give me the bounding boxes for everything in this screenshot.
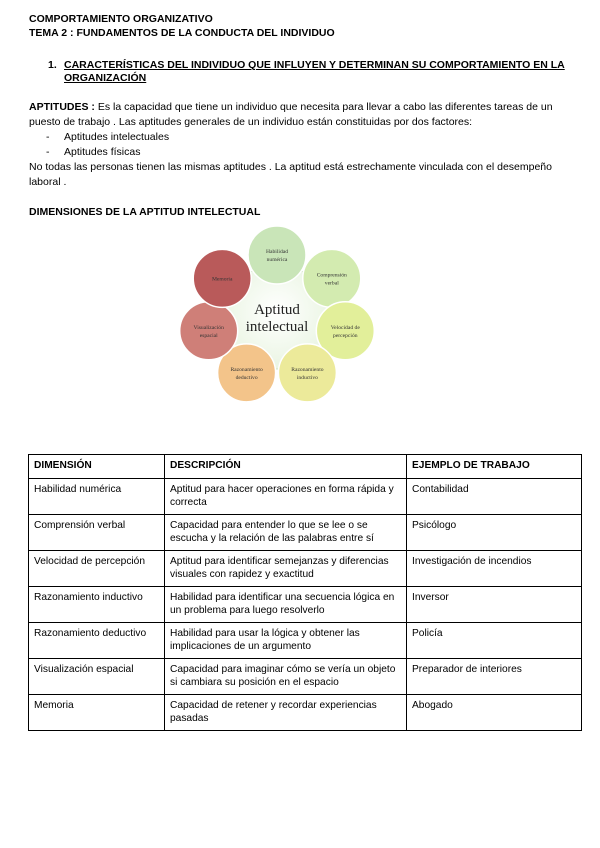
diagram-node xyxy=(180,302,238,360)
cell-example: Inversor xyxy=(407,587,582,623)
bullet-text: Aptitudes intelectuales xyxy=(64,131,170,143)
table-row xyxy=(29,515,582,551)
diagram-node-label: Comprensión xyxy=(316,272,347,279)
cell-dimension: Razonamiento deductivo xyxy=(29,623,165,659)
cell-description: Aptitud para identificar semejanzas y diferencias visuales con rapidez y exactitud xyxy=(165,551,407,587)
cell-dimension: Visualización espacial xyxy=(29,659,165,695)
table-row xyxy=(29,659,582,695)
diagram-node xyxy=(278,344,336,402)
dimensions-table xyxy=(28,454,582,731)
cell-dimension: Habilidad numérica xyxy=(29,479,165,515)
table-row xyxy=(29,623,582,659)
header-example: EJEMPLO DE TRABAJO xyxy=(407,455,582,479)
cell-description: Capacidad para imaginar cómo se vería un objeto si cambiara su posición en el espacio xyxy=(165,659,407,695)
bullet-item xyxy=(46,145,141,160)
cell-description: Capacidad para entender lo que se lee o se escucha y la relación de las palabras entre sí xyxy=(165,515,407,551)
cell-example: Policía xyxy=(407,623,582,659)
table-row xyxy=(29,587,582,623)
diagram-node-circle xyxy=(248,226,306,284)
cell-example: Preparador de interiores xyxy=(407,659,582,695)
diagram-node-label: inductivo xyxy=(296,374,318,381)
table-header-row xyxy=(29,455,582,479)
diagram-center-label: Aptitud xyxy=(254,302,300,318)
table-row xyxy=(29,695,582,731)
aptitudes-definition: Es la capacidad que tiene un individuo que necesita para llevar a cabo las diferentes tareas de un puesto de trabajo . Las aptitudes generales de un individuo están constituidas por dos factores: xyxy=(29,101,553,128)
topic-title: TEMA 2 : FUNDAMENTOS DE LA CONDUCTA DEL INDIVIDUO xyxy=(29,27,335,39)
diagram-node-label: Memoria xyxy=(211,276,233,283)
header-description: DESCRIPCIÓN xyxy=(165,455,407,479)
diagram-heading: DIMENSIONES DE LA APTITUD INTELECTUAL xyxy=(29,206,261,218)
cell-example: Psicólogo xyxy=(407,515,582,551)
diagram-center-label: intelectual xyxy=(245,319,309,335)
cell-dimension: Velocidad de percepción xyxy=(29,551,165,587)
cell-description: Habilidad para usar la lógica y obtener las implicaciones de un argumento xyxy=(165,623,407,659)
diagram-node-label: espacial xyxy=(199,332,218,339)
diagram-node xyxy=(193,249,251,307)
bullet-marker: - xyxy=(46,131,50,143)
cell-example: Investigación de incendios xyxy=(407,551,582,587)
diagram-node-label: percepción xyxy=(333,332,358,339)
diagram-node-label: Visualización xyxy=(193,324,224,331)
diagram-node-label: Velocidad de xyxy=(330,324,360,331)
cell-dimension: Memoria xyxy=(29,695,165,731)
bullet-marker: - xyxy=(46,146,50,158)
table-row xyxy=(29,479,582,515)
aptitude-diagram xyxy=(170,222,385,412)
aptitudes-closing: No todas las personas tienen las mismas aptitudes . La aptitud está estrechamente vinculada con el desempeño laboral . xyxy=(29,161,552,188)
diagram-node-label: Razonamiento xyxy=(291,366,324,373)
header-dimension: DIMENSIÓN xyxy=(29,455,165,479)
cell-dimension: Comprensión verbal xyxy=(29,515,165,551)
diagram-node-label: verbal xyxy=(324,280,339,287)
table-row xyxy=(29,551,582,587)
diagram-node-label: Habilidad xyxy=(265,249,289,255)
cell-example: Contabilidad xyxy=(407,479,582,515)
cell-description: Aptitud para hacer operaciones en forma rápida y correcta xyxy=(165,479,407,515)
section-number: 1. xyxy=(48,59,57,71)
cell-dimension: Razonamiento inductivo xyxy=(29,587,165,623)
cell-description: Habilidad para identificar una secuencia lógica en un problema para luego resolverlo xyxy=(165,587,407,623)
bullet-text: Aptitudes físicas xyxy=(64,146,141,158)
course-title: COMPORTAMIENTO ORGANIZATIVO xyxy=(29,13,213,25)
diagram-node xyxy=(248,226,306,284)
diagram-node xyxy=(303,249,361,307)
diagram-node-label: Razonamiento xyxy=(230,366,263,373)
bullet-item xyxy=(46,130,170,145)
diagram-node-label: numérica xyxy=(266,257,288,263)
cell-description: Capacidad de retener y recordar experiencias pasadas xyxy=(165,695,407,731)
diagram-node-label: deductivo xyxy=(235,374,258,381)
aptitudes-paragraph xyxy=(29,100,574,130)
aptitudes-label: APTITUDES : xyxy=(29,101,95,113)
section-title: CARACTERÍSTICAS DEL INDIVIDUO QUE INFLUYEN Y DETERMINAN SU COMPORTAMIENTO EN LA ORGANIZACIÓN xyxy=(64,59,565,84)
cell-example: Abogado xyxy=(407,695,582,731)
